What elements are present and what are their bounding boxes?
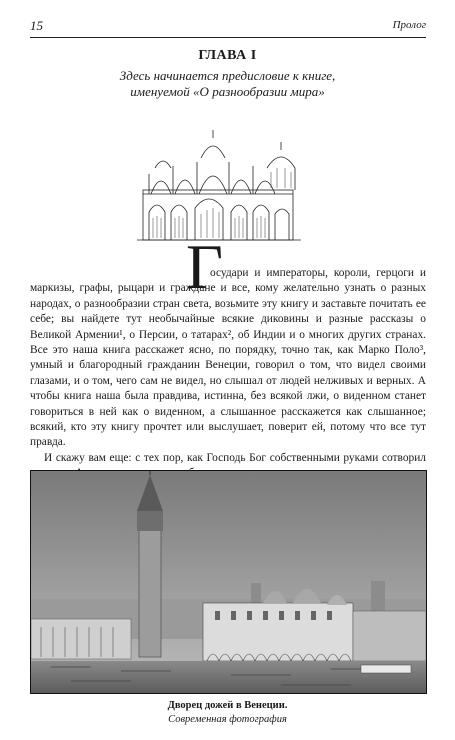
caption-title: Дворец дожей в Венеции. [167, 700, 288, 711]
page-header [30, 18, 426, 36]
chapter-subtitle [0, 68, 455, 100]
photo-caption [0, 699, 455, 727]
header-rule [30, 37, 426, 38]
chapter-title: ГЛАВА I [198, 48, 257, 63]
caption-subtitle: Современная фотография [168, 714, 287, 725]
paragraph-1: осудари и императоры, короли, герцоги и маркизы, графы, рыцари и граждане и все, кому желательно узнать о разных народах, о разнообразии стран света, возьмите эту книгу и заставьте почитать ее себе; вы найдете тут необычайные всякие диковины и разные рассказы о Великой Армении¹, о Персии, о татарах², об Индии и о многих других странах. Все это наша книга расскажет ясно, по порядку, точно так, как Марко Поло³, умный и благородный гражданин Венеции, говорил о том, что видел своими глазами, и о том, чего сам не видел, но слышал от людей нелживых и верных. А чтобы книга наша была правдива, истинна, без всякой лжи, о виденном станет говориться в ней как о виденном, а слышанное расскажется как слышанное; всякий, кто эту книгу прочтет или выслушает, поверит ей, потому что все тут правда. [30, 267, 426, 449]
subtitle-line-1: Здесь начинается предисловие к книге, [119, 68, 336, 83]
venice-photo-icon [30, 470, 427, 694]
page-number: 15 [30, 18, 43, 33]
paragraph-2: И скажу вам еще: с тех пор, как Господь Бог собственными руками сотворил [44, 451, 426, 464]
drop-cap: Г [186, 231, 223, 302]
subtitle-line-2: именуемой «О разнообразии мира» [130, 84, 325, 99]
basilica-engraving-icon [135, 128, 303, 246]
running-head: Пролог [392, 19, 426, 31]
